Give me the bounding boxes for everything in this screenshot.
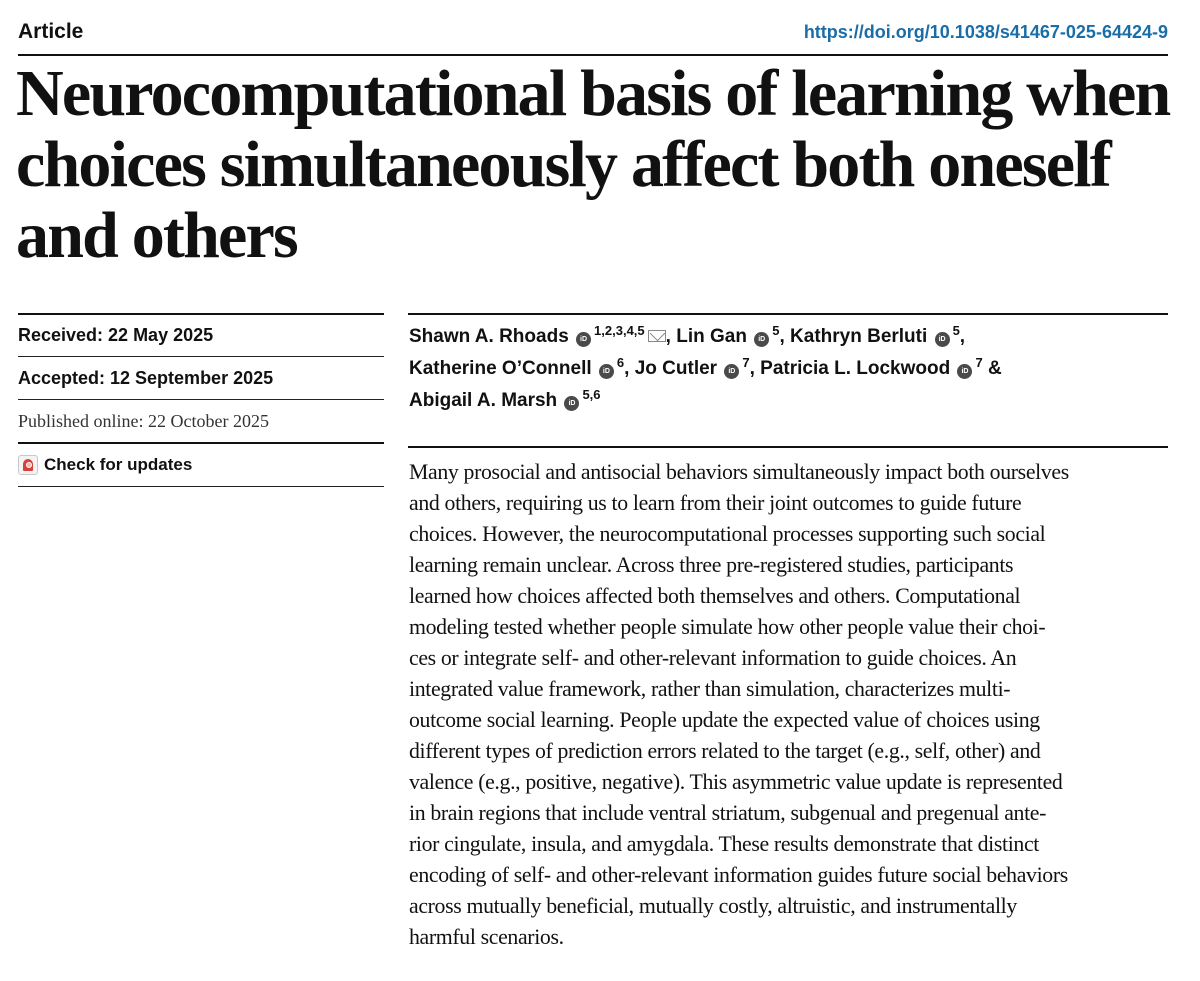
- affiliation-numbers: 7: [742, 355, 750, 370]
- abstract-line: integrated value framework, rather than simulation, characterizes multi-: [409, 677, 1011, 701]
- received-date: Received: 22 May 2025: [18, 315, 384, 357]
- check-for-updates-button[interactable]: [18, 444, 384, 487]
- author[interactable]: [409, 387, 601, 411]
- abstract: [409, 457, 1179, 953]
- title-line: choices simultaneously affect both oneself: [16, 128, 1110, 201]
- check-for-updates-label: Check for updates: [44, 455, 193, 474]
- author[interactable]: [409, 355, 630, 379]
- orcid-icon[interactable]: iD: [564, 396, 579, 411]
- author-separator: &: [988, 358, 1002, 379]
- publication-history: [18, 313, 384, 487]
- abstract-line: and others, requiring us to learn from their joint outcomes to guide future: [409, 491, 1022, 515]
- abstract-line: across mutually beneficial, mutually costly, altruistic, and instrumentally: [409, 894, 1017, 918]
- abstract-line: encoding of self- and other-relevant information guides future social behaviors: [409, 863, 1068, 887]
- abstract-line: learned how choices affected both themselves and others. Computational: [409, 584, 1021, 608]
- author-name[interactable]: Shawn A. Rhoads: [409, 326, 569, 347]
- abstract-line: rior cingulate, insula, and amygdala. These results demonstrate that distinct: [409, 832, 1040, 856]
- abstract-line: harmful scenarios.: [409, 925, 564, 949]
- author-list: [409, 318, 1169, 414]
- author-name[interactable]: Patricia L. Lockwood: [760, 358, 951, 379]
- divider: [408, 313, 1168, 315]
- orcid-icon[interactable]: iD: [957, 364, 972, 379]
- abstract-line: in brain regions that include ventral striatum, subgenual and pregenual ante-: [409, 801, 1047, 825]
- abstract-line: choices. However, the neurocomputational processes supporting such social: [409, 522, 1046, 546]
- section-label: Article: [18, 20, 84, 43]
- author[interactable]: [634, 355, 755, 379]
- affiliation-numbers: 5: [772, 323, 780, 338]
- author-name[interactable]: Katherine O’Connell: [409, 358, 592, 379]
- author-separator: ,: [779, 326, 785, 347]
- article-title: [16, 58, 1176, 271]
- affiliation-numbers: 7: [975, 355, 983, 370]
- bookmark-icon: [18, 455, 38, 475]
- divider: [408, 446, 1168, 448]
- orcid-icon[interactable]: iD: [576, 332, 591, 347]
- accepted-date: Accepted: 12 September 2025: [18, 357, 384, 400]
- author-separator: ,: [665, 326, 671, 347]
- abstract-line: ces or integrate self- and other-relevant information to guide choices. An: [409, 646, 1017, 670]
- affiliation-numbers: 5,6: [582, 387, 601, 402]
- abstract-line: valence (e.g., positive, negative). This asymmetric value update is represented: [409, 770, 1063, 794]
- doi-link[interactable]: https://doi.org/10.1038/s41467-025-64424-9: [803, 22, 1168, 42]
- orcid-icon[interactable]: iD: [724, 364, 739, 379]
- affiliation-numbers: 5: [952, 323, 960, 338]
- author-name[interactable]: Lin Gan: [676, 326, 747, 347]
- title-line: Neurocomputational basis of learning when: [16, 57, 1170, 130]
- author[interactable]: [676, 323, 785, 347]
- affiliation-numbers: 1,2,3,4,5: [594, 323, 645, 338]
- orcid-icon[interactable]: iD: [935, 332, 950, 347]
- abstract-line: Many prosocial and antisocial behaviors simultaneously impact both ourselves: [409, 460, 1069, 484]
- abstract-line: learning remain unclear. Across three pre-registered studies, participants: [409, 553, 1014, 577]
- author[interactable]: [760, 355, 1002, 379]
- affiliation-numbers: 6: [616, 355, 625, 370]
- author[interactable]: [409, 323, 671, 347]
- title-line: and others: [16, 199, 297, 272]
- orcid-icon[interactable]: iD: [599, 364, 614, 379]
- author-separator: ,: [959, 326, 966, 347]
- published-date: Published online: 22 October 2025: [18, 400, 384, 444]
- mail-icon[interactable]: [648, 330, 666, 342]
- author-separator: ,: [749, 358, 755, 379]
- abstract-line: different types of prediction errors related to the target (e.g., self, other) and: [409, 739, 1041, 763]
- author-name[interactable]: Abigail A. Marsh: [409, 390, 558, 411]
- abstract-line: modeling tested whether people simulate how other people value their choi-: [409, 615, 1046, 639]
- article-header: [18, 14, 1168, 56]
- author[interactable]: [790, 323, 966, 347]
- orcid-icon[interactable]: iD: [754, 332, 769, 347]
- author-name[interactable]: Jo Cutler: [634, 358, 718, 379]
- author-name[interactable]: Kathryn Berluti: [790, 326, 928, 347]
- abstract-line: outcome social learning. People update the expected value of choices using: [409, 708, 1040, 732]
- author-separator: ,: [624, 358, 630, 379]
